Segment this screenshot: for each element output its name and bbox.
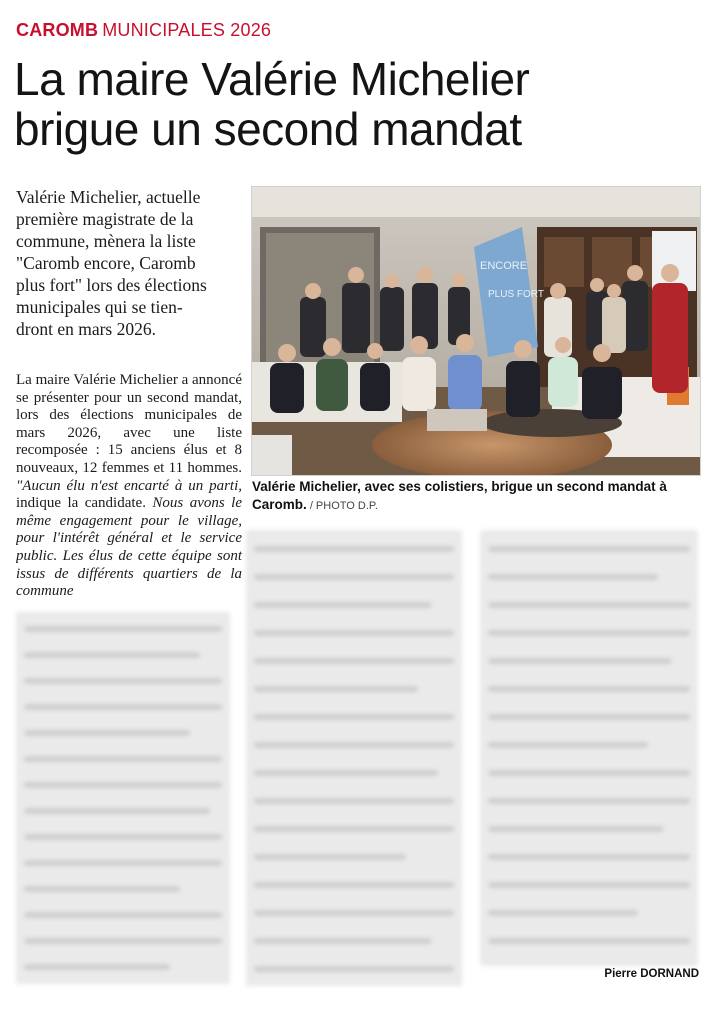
photo-caption — [252, 478, 702, 515]
caption-text: Valérie Michelier, avec ses colistiers, brigue un second mandat à Caromb. — [252, 479, 667, 512]
blurred-text-column-1 — [16, 612, 230, 984]
body-quote: "Aucun élu n'est encarté à un parti, — [16, 477, 242, 494]
headline-line-2: brigue un second mandat — [14, 103, 522, 155]
lead-line: municipales qui se tien- — [16, 297, 183, 317]
body-text: indique la candidate. — [16, 495, 153, 512]
article-author: Pierre DORNAND — [604, 968, 699, 980]
kicker-section: MUNICIPALES 2026 — [102, 20, 272, 40]
banner-text-plus-fort: PLUS FORT — [488, 289, 544, 300]
article-kicker — [16, 20, 271, 41]
body-quote: Nous avons le même engagement pour le village, pour l'intérêt général et le service public. Les élus de cette équipe sont issus de différents quartiers de la commune — [16, 495, 242, 600]
lead-line: Valérie Michelier, actuelle — [16, 187, 201, 207]
lead-line: première magistrate de la — [16, 209, 194, 229]
article-lead — [16, 186, 242, 340]
article-headline — [14, 54, 704, 154]
body-text: La maire Valérie Michelier a annoncé se présenter pour un second mandat, lors des élections municipales de mars 2026, avec une liste recomposée : 15 anciens élus et 8 nouveaux, 12 femmes et 11 hommes. — [16, 372, 242, 476]
article-photo — [251, 186, 701, 476]
body-paragraph — [16, 372, 242, 601]
kicker-location: CAROMB — [16, 20, 99, 40]
banner-text-encore: ENCORE — [480, 260, 528, 272]
lead-line: "Caromb encore, Caromb — [16, 253, 196, 273]
blurred-text-column-2 — [246, 530, 462, 986]
lead-line: plus fort" lors des élections — [16, 275, 207, 295]
group-photo-illustration — [252, 187, 700, 475]
headline-line-1: La maire Valérie Michelier — [14, 53, 530, 105]
photo-credit: / PHOTO D.P. — [306, 500, 378, 512]
lead-line: dront en mars 2026. — [16, 319, 156, 339]
article-body-column-1 — [16, 372, 242, 610]
blurred-text-column-3 — [480, 530, 698, 966]
lead-line: commune, mènera la liste — [16, 231, 196, 251]
